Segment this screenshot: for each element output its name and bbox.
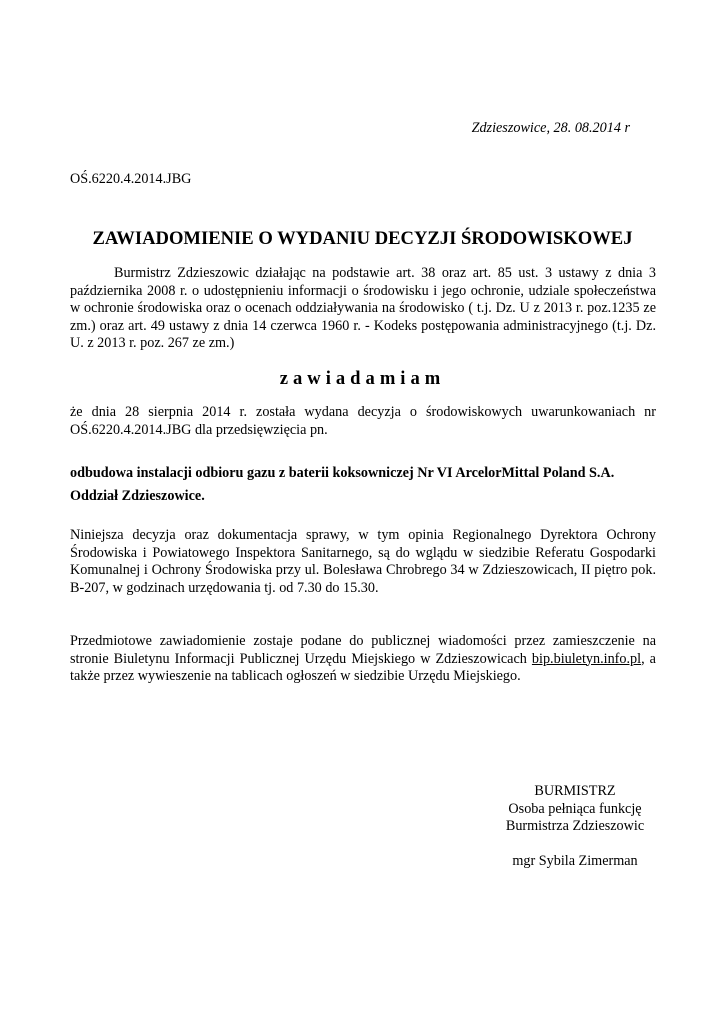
signature-role-line-1: Osoba pełniąca funkcję <box>508 800 642 817</box>
publication-text-after: a także przez wywieszenie na tablicach ogłoszeń w siedzibie Urzędu Miejskiego. <box>70 650 656 684</box>
documents-availability-paragraph: Niniejsza decyzja oraz dokumentacja sprawy, w tym opinia Regionalnego Dyrektora Ochrony Środowiska i Powiatowego Inspektora Sanitarnego, są do wglądu w siedzibie Referatu Gospodarki Komunalnej i Ochrony Środowiska przy ul. Bolesława Chrobrego 34 w Zdzieszowicach, II piętro pok. B-207, w godzinach urzędowania tj. od 7.30 do 15.30. <box>70 527 656 596</box>
signature-block <box>490 783 660 871</box>
bip-link[interactable]: bip.biuletyn.info.pl, <box>531 650 645 667</box>
decision-notice-paragraph: że dnia 28 sierpnia 2014 r. została wydana decyzja o środowiskowych uwarunkowaniach nr OŚ.6220.4.2014.JBG dla przedsięwzięcia pn. <box>70 404 656 438</box>
project-name-line-2: Oddział Zdzieszowice. <box>70 488 205 504</box>
publication-paragraph <box>70 633 656 686</box>
signature-role-line-2: Burmistrza Zdzieszowic <box>505 818 645 834</box>
intro-paragraph: Burmistrz Zdzieszowic działając na podstawie art. 38 oraz art. 85 ust. 3 ustawy z dnia 3 października 2008 r. o udostępnieniu informacji o środowisku i jego ochronie, udziale społeczeństwa w ochronie środowiska oraz o ocenach oddziaływania na środowisko ( t.j. Dz. U z 2013 r. poz.1235 ze zm.) oraz art. 49 ustawy z dnia 14 czerwca 1960 r. - Kodeks postępowania administracyjnego (t.j. Dz. U. z 2013 r. poz. 267 ze zm.) <box>70 265 656 351</box>
document-date: Zdzieszowice, 28. 08.2014 r <box>471 120 630 136</box>
publication-text-before: Przedmiotowe zawiadomienie zostaje podane do publicznej wiadomości przez zamieszczenie na stronie Biuletynu Informacji Publicznej Urzędu Miejskiego w Zdzieszowicach <box>70 633 656 667</box>
project-name-line-1: odbudowa instalacji odbioru gazu z baterii koksowniczej Nr VI ArcelorMittal Poland S.A. <box>70 465 615 481</box>
signature-spacer <box>490 836 660 854</box>
reference-number: OŚ.6220.4.2014.JBG <box>70 171 192 187</box>
announcement-word: zawiadamiam <box>279 368 446 389</box>
document-title: ZAWIADOMIENIE O WYDANIU DECYZJI ŚRODOWISKOWEJ <box>92 228 633 249</box>
signature-name: mgr Sybila Zimerman <box>512 853 638 869</box>
signature-title: BURMISTRZ <box>534 783 616 799</box>
